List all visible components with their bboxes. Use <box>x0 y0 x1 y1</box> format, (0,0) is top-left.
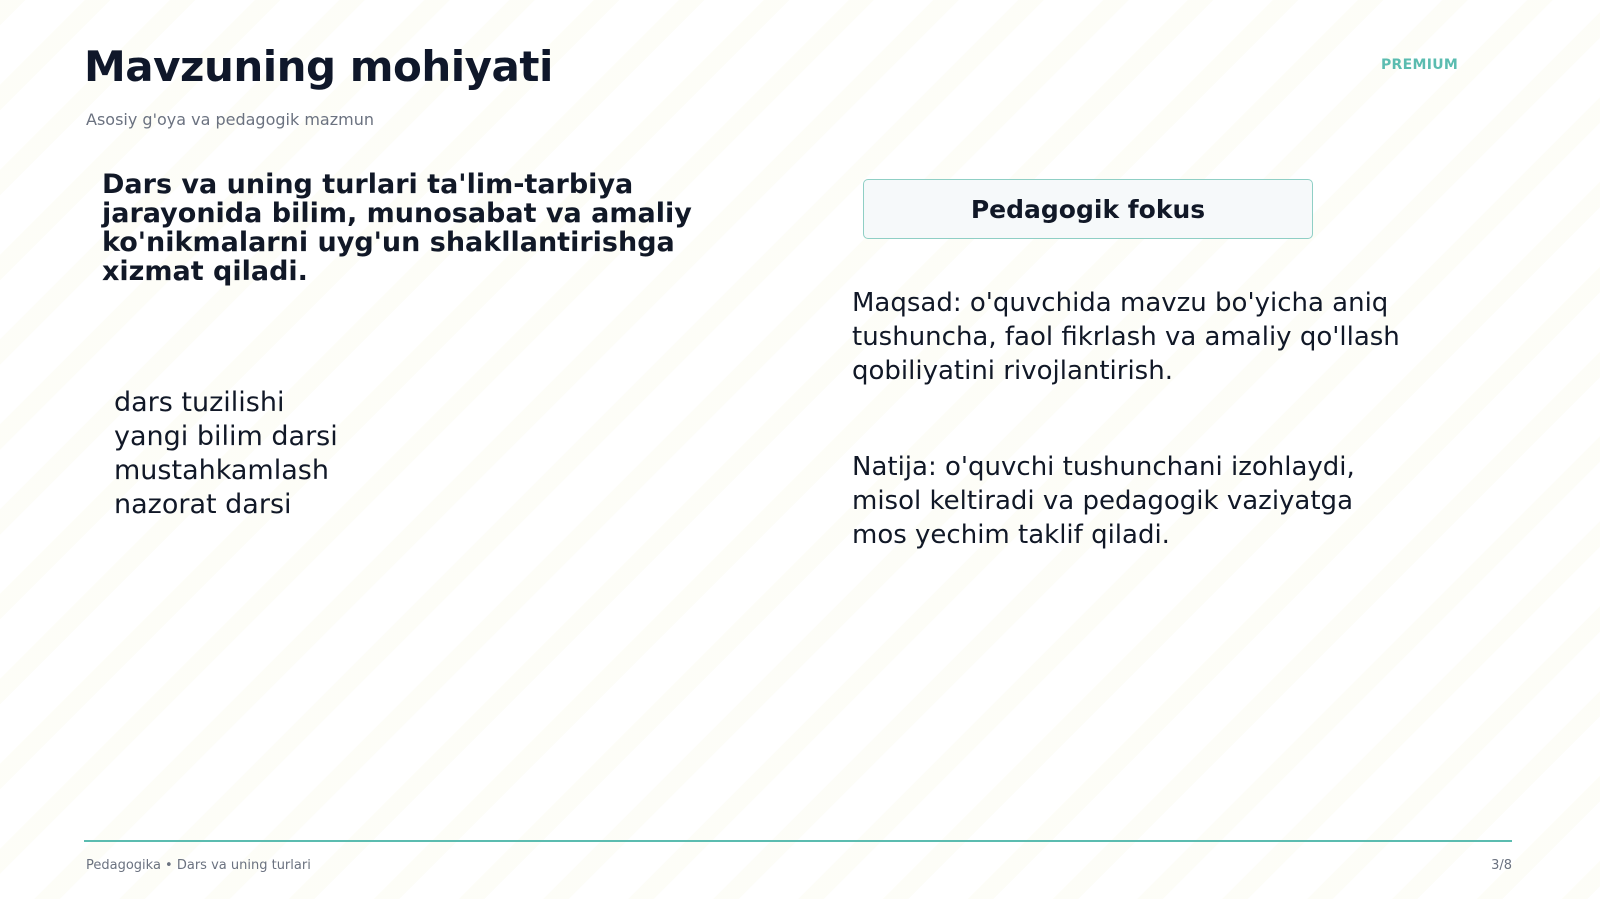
footer-divider <box>84 840 1512 842</box>
lesson-types-list <box>114 386 338 522</box>
lead-statement: Dars va uning turlari ta'lim-tarbiya jarayonida bilim, munosabat va amaliy ko'nikmalarni uyg'un shakllantirishga xizmat qiladi. <box>102 169 692 287</box>
result-paragraph: Natija: o'quvchi tushunchani izohlaydi, misol keltiradi va pedagogik vaziyatga mos yechim taklif qiladi. <box>852 452 1355 550</box>
footer-caption: Pedagogika • Dars va uning turlari <box>86 858 311 873</box>
list-item: nazorat darsi <box>114 489 292 520</box>
list-item: yangi bilim darsi <box>114 421 338 452</box>
goal-paragraph: Maqsad: o'quvchida mavzu bo'yicha aniq tushuncha, faol fikrlash va amaliy qo'llash qobiliyatini rivojlantirish. <box>852 288 1400 386</box>
page-subtitle: Asosiy g'oya va pedagogik mazmun <box>86 110 374 129</box>
page-number: 3/8 <box>1491 858 1512 873</box>
list-item: dars tuzilishi <box>114 387 285 418</box>
focus-box-label: Pedagogik fokus <box>970 194 1206 224</box>
page-title: Mavzuning mohiyati <box>84 42 553 91</box>
pedagogical-focus-box <box>863 179 1313 239</box>
premium-badge: PREMIUM <box>1381 57 1459 73</box>
list-item: mustahkamlash <box>114 455 329 486</box>
